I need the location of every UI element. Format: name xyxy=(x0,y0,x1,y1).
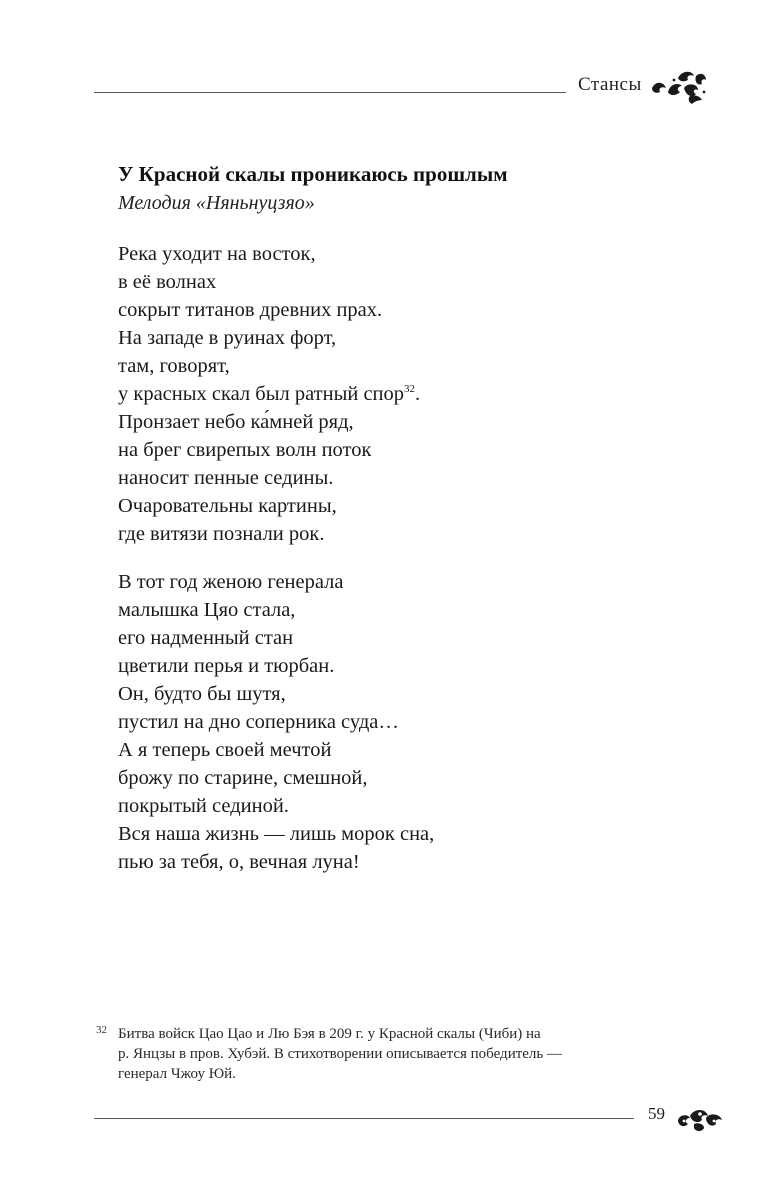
verse-line: цветили перья и тюрбан. xyxy=(118,655,335,677)
verse-line: в её волнах xyxy=(118,271,217,293)
verse-line: Река уходит на восток, xyxy=(118,243,316,265)
page-number: 59 xyxy=(648,1104,665,1123)
verse-line-text: у красных скал был ратный спор xyxy=(118,383,405,405)
running-title: Стансы xyxy=(578,74,642,95)
dragon-ornament-icon xyxy=(648,66,710,106)
verse-line: брожу по старине, смешной, xyxy=(118,767,368,789)
verse-line: Пронзает небо ка́мней ряд, xyxy=(118,411,354,433)
verse-line: Очаровательны картины, xyxy=(118,495,337,517)
poem-title: У Красной скалы проникаюсь прошлым xyxy=(118,162,508,186)
verse-line: малышка Цяо стала, xyxy=(118,599,296,621)
verse-line: Вся наша жизнь — лишь морок сна, xyxy=(118,823,435,845)
stanza-1 xyxy=(118,240,420,548)
verse-line: покрытый сединой. xyxy=(118,795,289,817)
stanza-2 xyxy=(118,568,434,876)
verse-line-with-footnote xyxy=(118,380,420,408)
verse-line: где витязи познали рок. xyxy=(118,523,325,545)
poem-subtitle: Мелодия «Няньнуцзяо» xyxy=(118,192,315,214)
header-rule xyxy=(94,92,566,93)
footnote-marker: 32 xyxy=(96,1024,107,1036)
verse-line: На западе в руинах форт, xyxy=(118,327,337,349)
footnote xyxy=(96,1024,676,1084)
verse-line: пью за тебя, о, вечная луна! xyxy=(118,851,360,873)
verse-line: сокрыт титанов древних прах. xyxy=(118,299,383,321)
footnote-line: Битва войск Цао Цао и Лю Бэя в 209 г. у Красной скалы (Чиби) на xyxy=(118,1026,541,1042)
verse-line: В тот год женою генерала xyxy=(118,571,344,593)
verse-line-punct: . xyxy=(415,383,421,405)
verse-line: Он, будто бы шутя, xyxy=(118,683,286,705)
verse-line: А я теперь своей мечтой xyxy=(118,739,332,761)
footnote-reference[interactable]: 32 xyxy=(404,383,416,395)
verse-line: его надменный стан xyxy=(118,627,294,649)
footnote-line: генерал Чжоу Юй. xyxy=(118,1066,236,1082)
verse-line: на брег свирепых волн поток xyxy=(118,439,372,461)
footer-rule xyxy=(94,1118,634,1119)
footnote-text xyxy=(118,1024,676,1084)
footnote-line: р. Янцзы в пров. Хубэй. В стихотворении описывается победитель — xyxy=(118,1046,563,1062)
verse-line: пустил на дно соперника суда… xyxy=(118,711,399,733)
verse-line: там, говорят, xyxy=(118,355,230,377)
cloud-ornament-icon xyxy=(676,1104,724,1134)
verse-line: наносит пенные седины. xyxy=(118,467,334,489)
